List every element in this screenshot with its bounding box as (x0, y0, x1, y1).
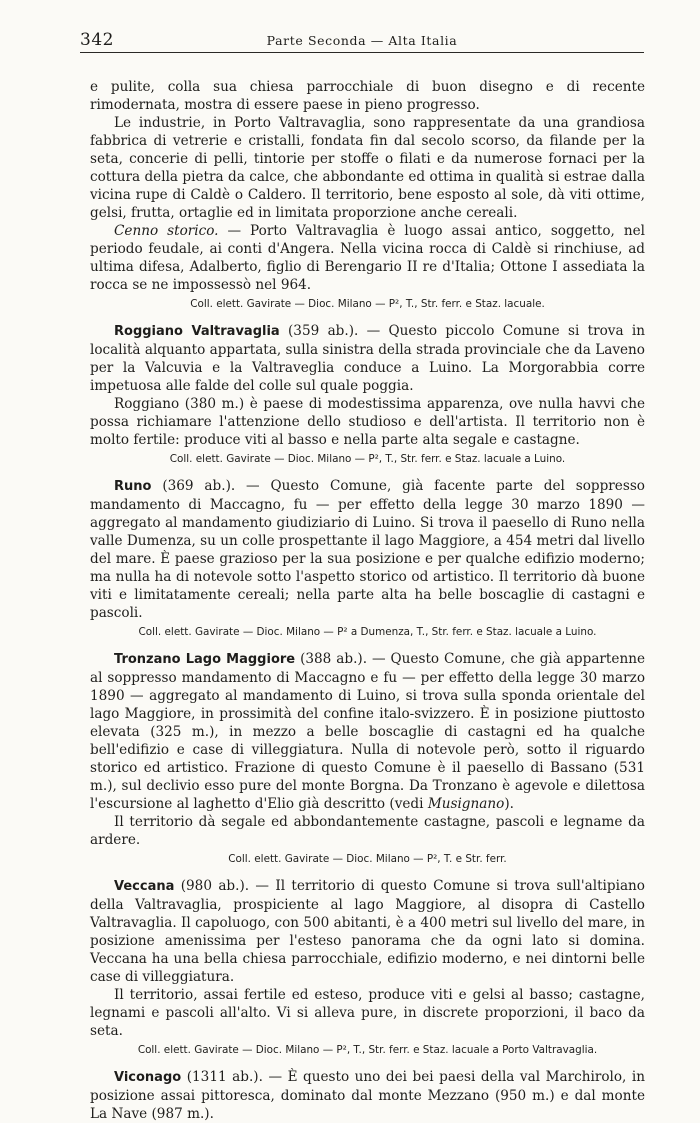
entry-paragraph (90, 650, 645, 813)
entry-heading: Runo (114, 479, 152, 494)
entry-text-end: ). (504, 796, 514, 812)
entry-roggiano (90, 322, 645, 467)
entry-text: (980 ab.). — Il territorio di questo Comune si trova sull'altipiano della Valtravaglia, prospiciente al lago Maggiore, al disopra di Castello Valtravaglia. Il capoluogo, con 500 abitanti, è a 400 metri sul livello del mare, in posizione amenissima per l'esteso panorama che da ogni lato si domina. Veccana ha una bella chiesa parrocchiale, edifizio moderno, e nei dintorni belle case di villeggiatura. (90, 878, 645, 985)
entry-heading: Tronzano Lago Maggiore (114, 652, 296, 667)
collegio-line: Coll. elett. Gavirate — Dioc. Milano — P² a Dumenza, T., Str. ferr. e Staz. lacuale a Luino. (138, 626, 597, 638)
entry-paragraph-2: Roggiano (380 m.) è paese di modestissima apparenza, ove nulla havvi che possa richiamare l'attenzione dello studioso e dell'artista. Il territorio non è molto fertile: produce viti al basso e nella parte alta segale e castagne. (90, 396, 645, 448)
cenno-storico-text: — Porto Valtravaglia è luogo assai antico, soggetto, nel periodo feudale, ai conti d'Angera. Nella vicina rocca di Caldè si rinchiuse, ad ultima difesa, Adalberto, figlio di Berengario II re d'Italia; Ottone I assediata la rocca se ne impossessò nel 964. (90, 223, 645, 293)
collegio-line: Coll. elett. Gavirate — Dioc. Milano — P², T., Str. ferr. e Staz. lacuale. (190, 298, 545, 310)
entry-heading: Roggiano Valtravaglia (114, 324, 280, 339)
intro-paragraph-2: Le industrie, in Porto Valtravaglia, sono rappresentate da una grandiosa fabbrica di vetrerie e cristalli, fondata fin dal secolo scorso, da filande per la seta, concerie di pelli, tintorie per stoffe o filati e da numerose fornaci per la cottura della pietra da calce, che abbondante ed ottima in qualità si estrae dalla vicina rupe di Caldè o Caldero. Il territorio, bene esposto al sole, dà viti ottime, gelsi, frutta, ortaglie ed in limitata proporzione anche cereali. (90, 115, 645, 221)
entry-paragraph (90, 477, 645, 622)
entry-viconago (90, 1068, 645, 1123)
page-number: 342 (80, 30, 114, 50)
entry-heading: Viconago (114, 1070, 182, 1085)
entry-paragraph-2: Il territorio, assai fertile ed esteso, produce viti e gelsi al basso; castagne, legnami e pascoli all'alto. Vi si alleva pure, in discrete proporzioni, il baco da seta. (90, 987, 645, 1039)
collegio-line: Coll. elett. Gavirate — Dioc. Milano — P², T., Str. ferr. e Staz. lacuale a Luino. (169, 453, 566, 465)
intro-paragraph-1: e pulite, colla sua chiesa parrocchiale di buon disegno e di recente rimodernata, mostra di essere paese in pieno progresso. (90, 79, 645, 113)
entry-paragraph-2: Il territorio dà segale ed abbondantemente castagne, pascoli e legname da ardere. (90, 814, 645, 848)
entry-text: (369 ab.). — Questo Comune, già facente parte del soppresso mandamento di Maccagno, fu — per effetto della legge 30 marzo 1890 — aggregato al mandamento giudiziario di Luino. Si trova il paesello di Runo nella valle Dumenza, su un colle prospettante il lago Maggiore, a 454 metri dal livello del mare. È paese grazioso per la sua posizione e per qualche edifizio moderno; ma nulla ha di notevole sotto l'aspetto storico od artistico. Il territorio dà buone viti e limitatamente cereali; nella parte alta ha belle boscaglie di castagni e pascoli. (90, 478, 645, 621)
entry-text: (1311 ab.). — È questo uno dei bei paesi della val Marchirolo, in posizione assai pittoresca, dominato dal monte Mezzano (950 m.) e dal monte La Nave (987 m.). (90, 1069, 645, 1122)
entry-text-italic: Musignano (427, 796, 505, 812)
entry-heading: Veccana (114, 879, 175, 894)
collegio-line: Coll. elett. Gavirate — Dioc. Milano — P², T., Str. ferr. e Staz. lacuale a Porto Valtravaglia. (137, 1044, 598, 1056)
entry-veccana (90, 877, 645, 1058)
page-body (90, 78, 645, 1123)
page-header (80, 30, 644, 53)
cenno-storico-label: Cenno storico. (114, 223, 219, 239)
entry-paragraph (90, 322, 645, 395)
entry-runo (90, 477, 645, 640)
entry-text: (388 ab.). — Questo Comune, che già appartenne al soppresso mandamento di Maccagno e fu — per effetto della legge 30 marzo 1890 — aggregato al mandamento di Luino, si trova sulla sponda orientale del lago Maggiore, in prossimità del confine italo-svizzero. È in posizione piuttosto elevata (325 m.), in mezzo a belle boscaglie di castagni ed ha qualche bell'edifizio e case di villeggiatura. Nulla di notevole però, sotto il riguardo storico ed artistico. Frazione di questo Comune è il paesello di Bassano (531 m.), sul declivio esso pure del monte Borgna. Da Tronzano è agevole e dilettosa l'escursione al laghetto d'Elio già descritto (vedi (90, 651, 645, 812)
entry-paragraph (90, 877, 645, 986)
cenno-storico-paragraph (90, 222, 645, 294)
running-title: Parte Seconda — Alta Italia (266, 33, 458, 48)
entry-tronzano (90, 650, 645, 867)
entry-text: (359 ab.). — Questo piccolo Comune si trova in località alquanto appartata, sulla sinistra della strada provinciale che da Laveno per la Valcuvia e la Valtraveglia conduce a Luino. La Morgorabbia corre impetuosa alle falde del colle sul quale poggia. (90, 323, 645, 394)
collegio-line: Coll. elett. Gavirate — Dioc. Milano — P², T. e Str. ferr. (228, 853, 507, 865)
entry-paragraph (90, 1068, 645, 1123)
